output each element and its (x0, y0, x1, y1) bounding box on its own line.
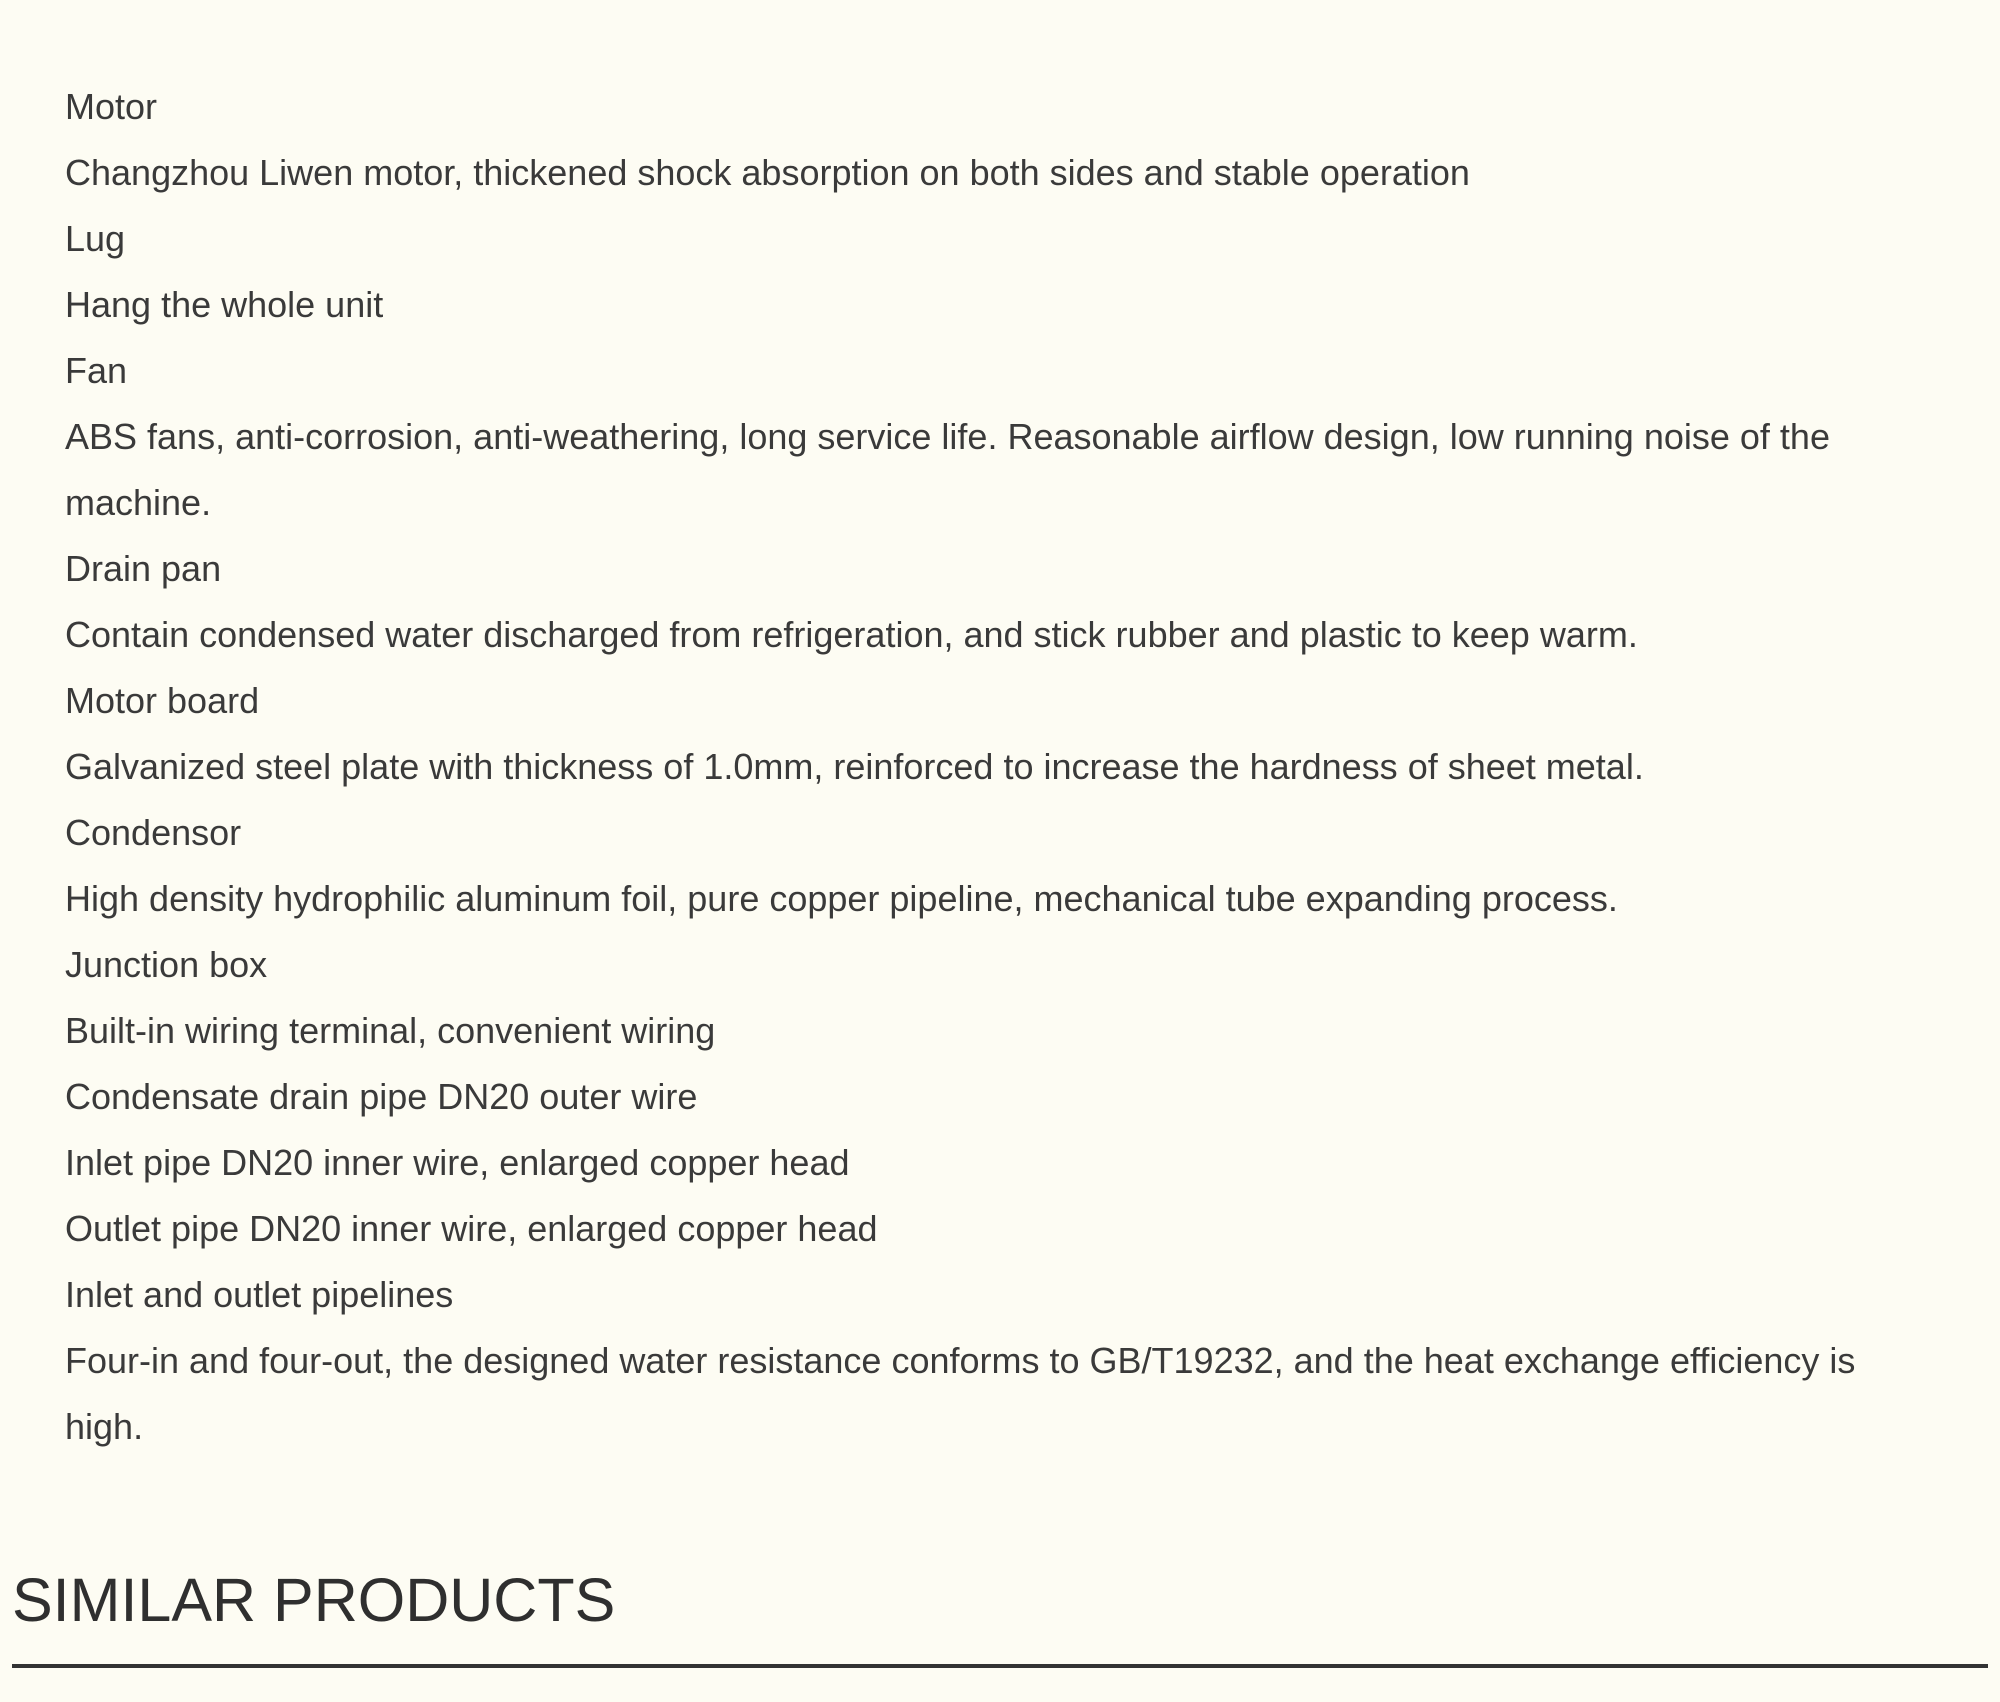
product-spec-list (65, 74, 1965, 1460)
spec-text-pipelines: Four-in and four-out, the designed water resistance conforms to GB/T19232, and the heat exchange efficiency is (65, 1340, 1856, 1381)
spec-text-lug: Hang the whole unit (65, 284, 384, 325)
spec-text-fan: ABS fans, anti-corrosion, anti-weathering, long service life. Reasonable airflow design, low running noise of the (65, 416, 1830, 457)
spec-heading-lug: Lug (65, 218, 126, 259)
spec-text-motor-board: Galvanized steel plate with thickness of 1.0mm, reinforced to increase the hardness of sheet metal. (65, 746, 1644, 787)
spec-text-pipelines-continued: high. (65, 1406, 144, 1447)
spec-text-drain-pipe: Condensate drain pipe DN20 outer wire (65, 1076, 698, 1117)
spec-text-motor: Changzhou Liwen motor, thickened shock absorption on both sides and stable operation (65, 152, 1470, 193)
spec-heading-fan: Fan (65, 350, 128, 391)
spec-heading-junction-box: Junction box (65, 944, 268, 985)
similar-products-title: SIMILAR PRODUCTS (12, 1566, 616, 1634)
section-divider (12, 1664, 1988, 1668)
spec-text-condensor: High density hydrophilic aluminum foil, pure copper pipeline, mechanical tube expanding process. (65, 878, 1618, 919)
similar-products-section (12, 1560, 1988, 1640)
spec-heading-drain-pan: Drain pan (65, 548, 222, 589)
spec-text-fan-continued: machine. (65, 482, 212, 523)
spec-text-junction-box: Built-in wiring terminal, convenient wiring (65, 1010, 716, 1051)
spec-heading-pipelines: Inlet and outlet pipelines (65, 1274, 454, 1315)
spec-heading-motor-board: Motor board (65, 680, 260, 721)
spec-text-drain-pan: Contain condensed water discharged from refrigeration, and stick rubber and plastic to keep warm. (65, 614, 1638, 655)
spec-text-inlet-pipe: Inlet pipe DN20 inner wire, enlarged copper head (65, 1142, 850, 1183)
spec-text-outlet-pipe: Outlet pipe DN20 inner wire, enlarged copper head (65, 1208, 878, 1249)
spec-heading-motor: Motor (65, 86, 158, 127)
spec-heading-condensor: Condensor (65, 812, 242, 853)
